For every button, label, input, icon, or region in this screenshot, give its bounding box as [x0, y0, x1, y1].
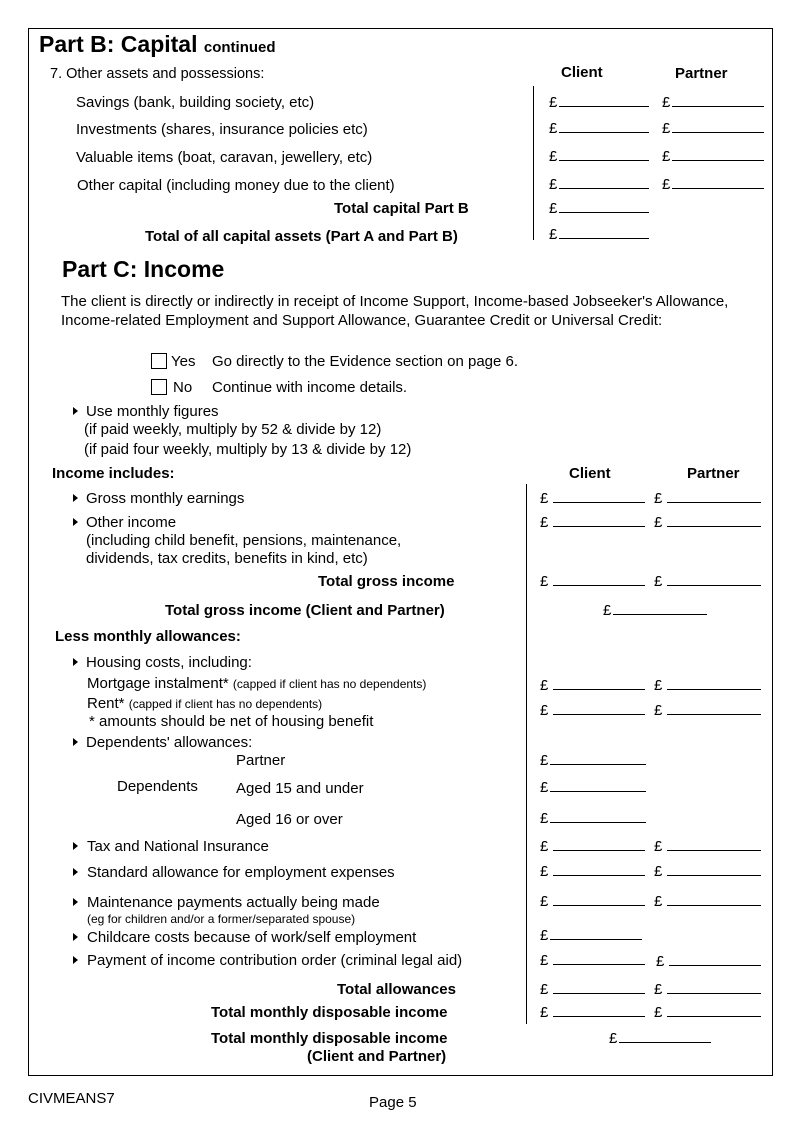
valuables-client-field[interactable] — [549, 148, 649, 165]
rent-client-field[interactable] — [540, 702, 645, 719]
currency-symbol: £ — [654, 677, 663, 694]
currency-symbol: £ — [540, 514, 549, 531]
total-allowances-partner-field[interactable] — [654, 981, 761, 998]
maintenance-note: (eg for children and/or a former/separated spouse) — [87, 912, 356, 926]
currency-symbol: £ — [540, 677, 549, 694]
investments-partner-field[interactable] — [662, 120, 764, 137]
currency-symbol: £ — [656, 953, 665, 970]
bullet-arrow-icon — [73, 407, 78, 415]
column-divider — [533, 86, 534, 240]
investments-label: Investments (shares, insurance policies etc) — [76, 121, 368, 138]
currency-symbol: £ — [654, 981, 663, 998]
aged-15-field[interactable] — [540, 779, 646, 796]
yes-instruction: Go directly to the Evidence section on page 6. — [212, 353, 519, 370]
bullet-arrow-icon — [73, 898, 78, 906]
gross-earnings-label: Gross monthly earnings — [86, 490, 245, 507]
monthly-figures-title: Use monthly figures — [86, 403, 219, 420]
total-disposable-cp-label-2: (Client and Partner) — [307, 1048, 447, 1065]
currency-symbol: £ — [540, 893, 549, 910]
form-code: CIVMEANS7 — [28, 1090, 115, 1107]
total-capital-b-label: Total capital Part B — [334, 200, 469, 217]
yes-checkbox[interactable] — [151, 353, 167, 369]
currency-symbol: £ — [654, 514, 663, 531]
total-gross-client-field[interactable] — [540, 573, 645, 590]
contribution-order-client-field[interactable] — [540, 952, 645, 969]
currency-symbol: £ — [609, 1030, 618, 1047]
currency-symbol: £ — [549, 200, 558, 217]
other-capital-partner-field[interactable] — [662, 176, 764, 193]
total-allowances-label: Total allowances — [337, 981, 456, 998]
standard-allowance-partner-field[interactable] — [654, 863, 761, 880]
currency-symbol: £ — [654, 863, 663, 880]
total-allowances-client-field[interactable] — [540, 981, 645, 998]
other-income-client-field[interactable] — [540, 514, 645, 531]
savings-partner-field[interactable] — [662, 94, 764, 111]
currency-symbol: £ — [540, 863, 549, 880]
rent-note: (capped if client has no dependents) — [128, 697, 323, 711]
total-gross-cp-label: Total gross income (Client and Partner) — [165, 602, 445, 619]
bullet-arrow-icon — [73, 738, 78, 746]
currency-symbol: £ — [540, 981, 549, 998]
currency-symbol: £ — [662, 94, 671, 111]
mortgage-label — [87, 675, 426, 692]
currency-symbol: £ — [662, 120, 671, 137]
other-income-note-2: dividends, tax credits, benefits in kind, etc) — [86, 550, 368, 567]
total-all-capital-field[interactable] — [549, 226, 649, 243]
intro-line-1: The client is directly or indirectly in receipt of Income Support, Income-based Jobseeker's Allowance, — [61, 293, 729, 310]
intro-line-2: Income-related Employment and Support Allowance, Guarantee Credit or Universal Credit: — [61, 312, 663, 329]
currency-symbol: £ — [540, 573, 549, 590]
col-header-client: Client — [561, 64, 603, 81]
currency-symbol: £ — [549, 120, 558, 137]
tax-ni-partner-field[interactable] — [654, 838, 761, 855]
maintenance-label: Maintenance payments actually being made — [87, 894, 380, 911]
currency-symbol: £ — [549, 226, 558, 243]
total-all-capital-label: Total of all capital assets (Part A and Part B) — [145, 228, 458, 245]
contribution-order-label: Payment of income contribution order (criminal legal aid) — [87, 952, 463, 969]
other-income-partner-field[interactable] — [654, 514, 761, 531]
currency-symbol: £ — [654, 1004, 663, 1021]
currency-symbol: £ — [540, 838, 549, 855]
part-b-heading — [39, 31, 276, 58]
total-gross-cp-field[interactable] — [603, 602, 707, 619]
other-capital-client-field[interactable] — [549, 176, 649, 193]
currency-symbol: £ — [654, 838, 663, 855]
total-capital-b-field[interactable] — [549, 200, 649, 217]
currency-symbol: £ — [654, 573, 663, 590]
bullet-arrow-icon — [73, 956, 78, 964]
currency-symbol: £ — [540, 752, 549, 769]
monthly-weekly-note: (if paid weekly, multiply by 52 & divide by 12) — [84, 421, 382, 438]
valuables-partner-field[interactable] — [662, 148, 764, 165]
mortgage-note: (capped if client has no dependents) — [232, 677, 427, 691]
no-label: No — [173, 379, 193, 396]
bullet-arrow-icon — [73, 933, 78, 941]
income-includes-heading: Income includes: — [52, 465, 175, 482]
monthly-four-weekly-note: (if paid four weekly, multiply by 13 & divide by 12) — [84, 441, 412, 458]
valuables-label: Valuable items (boat, caravan, jewellery, etc) — [76, 149, 373, 166]
housing-benefit-note: * amounts should be net of housing benefit — [89, 713, 374, 730]
currency-symbol: £ — [603, 602, 612, 619]
contribution-order-partner-field[interactable] — [656, 953, 761, 970]
mortgage-text: Mortgage instalment* — [87, 675, 229, 692]
bullet-arrow-icon — [73, 494, 78, 502]
housing-costs-label: Housing costs, including: — [86, 654, 252, 671]
currency-symbol: £ — [654, 490, 663, 507]
currency-symbol: £ — [549, 148, 558, 165]
dependents-allowances-label: Dependents' allowances: — [86, 734, 253, 751]
currency-symbol: £ — [540, 810, 549, 827]
standard-allowance-client-field[interactable] — [540, 863, 645, 880]
tax-ni-label: Tax and National Insurance — [87, 838, 269, 855]
maintenance-client-field[interactable] — [540, 893, 645, 910]
page-number: Page 5 — [369, 1094, 417, 1111]
aged-16-field[interactable] — [540, 810, 646, 827]
partner-allowance-field[interactable] — [540, 752, 646, 769]
childcare-label: Childcare costs because of work/self employment — [87, 929, 417, 946]
income-col-client: Client — [569, 465, 611, 482]
col-header-partner: Partner — [675, 65, 728, 82]
currency-symbol: £ — [549, 176, 558, 193]
other-income-label: Other income — [86, 514, 177, 531]
total-disposable-cp-label-1: Total monthly disposable income — [211, 1030, 448, 1047]
mortgage-partner-field[interactable] — [654, 677, 761, 694]
aged-15-label: Aged 15 and under — [236, 780, 364, 797]
childcare-client-field[interactable] — [540, 927, 642, 944]
currency-symbol: £ — [662, 176, 671, 193]
bullet-arrow-icon — [73, 518, 78, 526]
rent-partner-field[interactable] — [654, 702, 761, 719]
total-disposable-client-field[interactable] — [540, 1004, 645, 1021]
part-b-title: Part B: Capital — [39, 31, 198, 57]
other-income-note-1: (including child benefit, pensions, maintenance, — [86, 532, 402, 549]
yes-label: Yes — [171, 353, 196, 370]
mortgage-client-field[interactable] — [540, 677, 645, 694]
savings-client-field[interactable] — [549, 94, 649, 111]
total-disposable-cp-field[interactable] — [609, 1030, 711, 1047]
currency-symbol: £ — [540, 1004, 549, 1021]
currency-symbol: £ — [540, 927, 549, 944]
part-c-heading: Part C: Income — [62, 256, 225, 282]
other-capital-label: Other capital (including money due to the client) — [77, 177, 395, 194]
item-7-label: 7. Other assets and possessions: — [50, 66, 265, 82]
no-instruction: Continue with income details. — [212, 379, 408, 396]
standard-allowance-label: Standard allowance for employment expenses — [87, 864, 395, 881]
currency-symbol: £ — [540, 952, 549, 969]
rent-text: Rent* — [87, 695, 125, 712]
total-gross-partner-field[interactable] — [654, 573, 761, 590]
investments-client-field[interactable] — [549, 120, 649, 137]
income-col-partner: Partner — [687, 465, 740, 482]
currency-symbol: £ — [540, 490, 549, 507]
partner-allowance-label: Partner — [236, 752, 286, 769]
less-allowances-heading: Less monthly allowances: — [55, 628, 241, 645]
currency-symbol: £ — [654, 893, 663, 910]
bullet-arrow-icon — [73, 658, 78, 666]
income-column-divider — [526, 484, 527, 1024]
maintenance-partner-field[interactable] — [654, 893, 761, 910]
currency-symbol: £ — [540, 702, 549, 719]
aged-16-label: Aged 16 or over — [236, 811, 343, 828]
tax-ni-client-field[interactable] — [540, 838, 645, 855]
gross-earnings-client-field[interactable] — [540, 490, 645, 507]
total-gross-label: Total gross income — [318, 573, 455, 590]
total-disposable-label: Total monthly disposable income — [211, 1004, 448, 1021]
total-disposable-partner-field[interactable] — [654, 1004, 761, 1021]
bullet-arrow-icon — [73, 868, 78, 876]
bullet-arrow-icon — [73, 842, 78, 850]
no-checkbox[interactable] — [151, 379, 167, 395]
currency-symbol: £ — [549, 94, 558, 111]
currency-symbol: £ — [540, 779, 549, 796]
rent-label — [87, 695, 322, 712]
part-b-continued: continued — [203, 39, 276, 56]
gross-earnings-partner-field[interactable] — [654, 490, 761, 507]
savings-label: Savings (bank, building society, etc) — [76, 94, 315, 111]
currency-symbol: £ — [662, 148, 671, 165]
currency-symbol: £ — [654, 702, 663, 719]
dependents-label: Dependents — [117, 778, 198, 795]
